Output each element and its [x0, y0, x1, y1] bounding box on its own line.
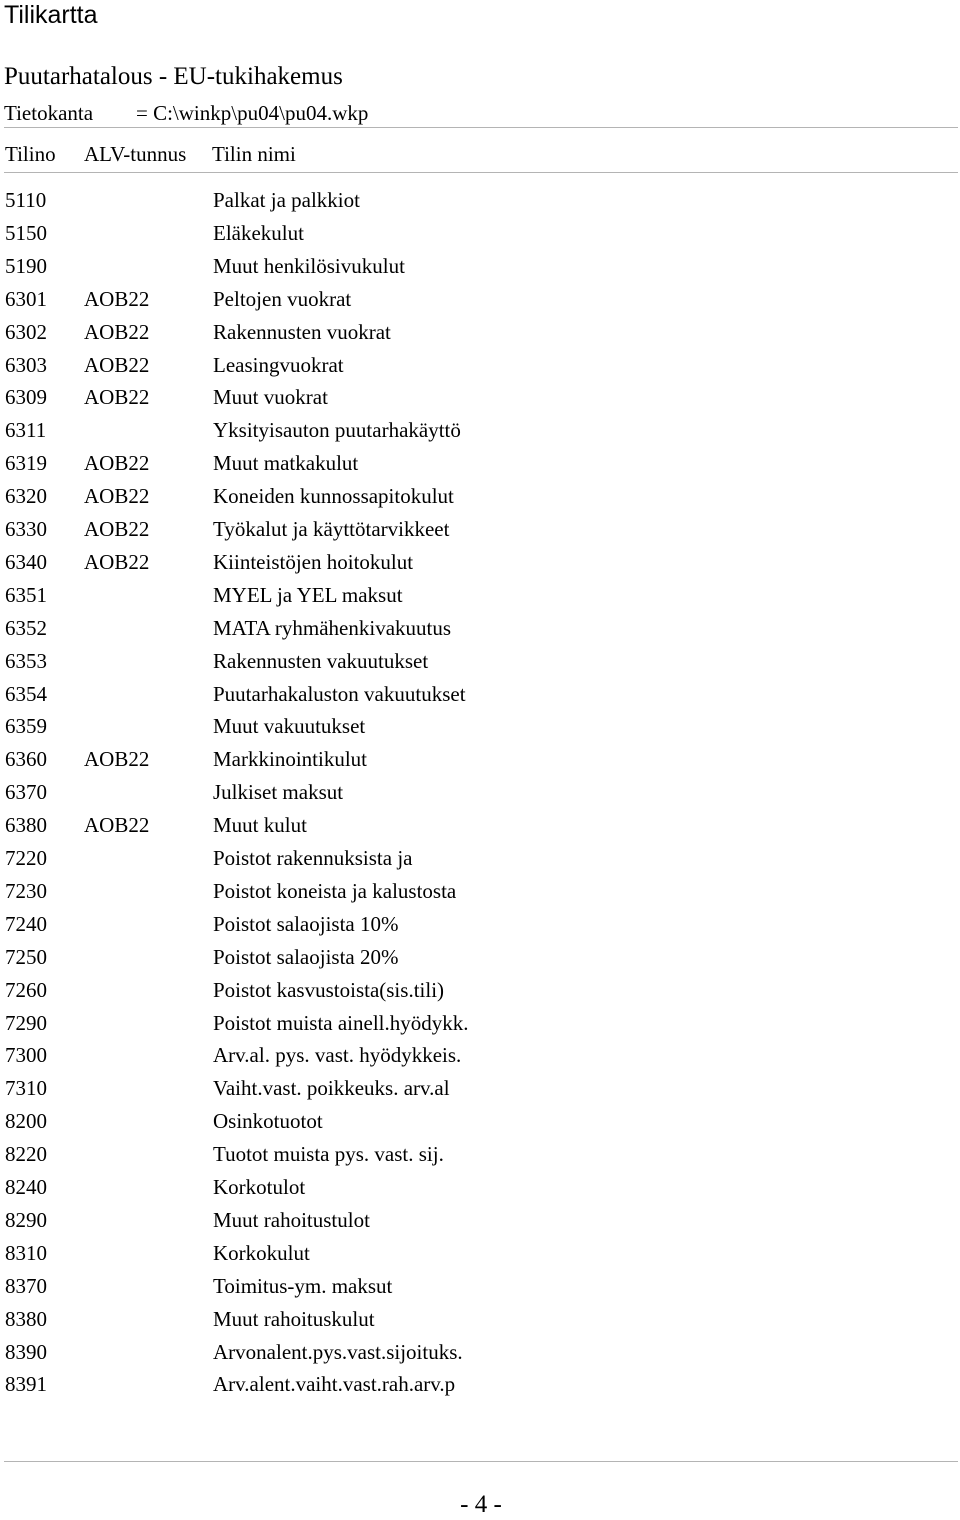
account-number: 8370: [5, 1273, 47, 1298]
account-number: 8220: [5, 1142, 47, 1167]
account-name: Vaiht.vast. poikkeuks. arv.al: [213, 1076, 450, 1101]
account-name: Tuotot muista pys. vast. sij.: [213, 1142, 444, 1167]
header-top-rule: [4, 127, 958, 128]
account-name: Työkalut ja käyttötarvikkeet: [213, 517, 450, 541]
vat-code: AOB22: [84, 385, 150, 410]
account-name: Arv.alent.vaiht.vast.rah.arv.p: [213, 1372, 456, 1397]
account-number: 6311: [5, 418, 47, 443]
account-name: Muut matkakulut: [213, 451, 359, 476]
footer-rule: [4, 1461, 958, 1462]
account-number: 6370: [5, 780, 47, 805]
header-alv-tunnus: ALV-tunnus: [84, 142, 187, 166]
account-name: Leasingvuokrat: [213, 352, 344, 377]
database-value: = C:\winkp\pu04\pu04.wkp: [136, 101, 369, 125]
account-name: Muut rahoitustulot: [213, 1207, 370, 1232]
account-number: 6320: [5, 484, 47, 509]
account-name: Muut henkilösivukulut: [213, 253, 405, 278]
account-number: 6340: [5, 549, 47, 574]
account-name: Arv.al. pys. vast. hyödykkeis.: [213, 1043, 462, 1068]
account-name: Rakennusten vuokrat: [213, 319, 391, 344]
account-number: 7310: [5, 1076, 47, 1101]
document-title: Tilikartta: [4, 1, 98, 29]
account-name: Korkotulot: [213, 1175, 306, 1199]
account-name: Arvonalent.pys.vast.sijoituks.: [213, 1339, 463, 1364]
account-name: Puutarhakaluston vakuutukset: [213, 681, 466, 706]
account-name: MYEL ja YEL maksut: [213, 582, 403, 607]
account-number: 7290: [5, 1010, 47, 1035]
account-number: 6360: [5, 747, 47, 772]
account-name: Poistot koneista ja kalustosta: [213, 878, 457, 903]
account-name: Julkiset maksut: [213, 780, 344, 805]
account-number: 7240: [5, 911, 47, 936]
account-name: Rakennusten vakuutukset: [213, 648, 429, 673]
account-number: 8200: [5, 1109, 47, 1134]
vat-code: AOB22: [84, 319, 150, 344]
account-number: 6303: [5, 352, 47, 377]
account-name: Muut vakuutukset: [213, 714, 366, 739]
account-name: Poistot muista ainell.hyödykk.: [213, 1010, 469, 1035]
account-number: 6354: [5, 681, 47, 706]
account-name: Kiinteistöjen hoitokulut: [213, 549, 414, 574]
account-name: Muut rahoituskulut: [213, 1306, 375, 1331]
account-number: 7220: [5, 846, 47, 870]
account-number: 8380: [5, 1306, 47, 1331]
account-number: 6351: [5, 582, 47, 607]
account-number: 6352: [5, 615, 47, 640]
account-number: 8240: [5, 1175, 47, 1199]
account-name: Poistot salaojista 10%: [213, 911, 399, 936]
account-name: Yksityisauton puutarhakäyttö: [213, 418, 461, 443]
account-number: 6380: [5, 813, 47, 838]
account-number: 6301: [5, 286, 47, 311]
vat-code: AOB22: [84, 517, 150, 541]
database-label: Tietokanta: [4, 101, 94, 125]
database-path: [4, 99, 368, 127]
document-subtitle: Puutarhatalous - EU-tukihakemus: [4, 63, 343, 90]
header-bottom-rule: [4, 172, 958, 173]
account-number: 7230: [5, 878, 47, 903]
vat-code: AOB22: [84, 484, 150, 509]
account-number: 6353: [5, 648, 47, 673]
header-tilino: Tilino: [5, 142, 56, 166]
account-number: 6309: [5, 385, 47, 410]
account-name: Muut vuokrat: [213, 385, 328, 410]
account-name: Korkokulut: [213, 1240, 310, 1265]
account-name: Poistot kasvustoista(sis.tili): [213, 977, 445, 1002]
account-name: Peltojen vuokrat: [213, 286, 352, 311]
account-name: Poistot rakennuksista ja: [213, 846, 413, 870]
account-name: Eläkekulut: [213, 220, 304, 245]
vat-code: AOB22: [84, 451, 150, 476]
account-name: Poistot salaojista 20%: [213, 944, 399, 969]
account-name: Palkat ja palkkiot: [213, 188, 360, 212]
account-name: MATA ryhmähenkivakuutus: [213, 615, 452, 640]
account-name: Koneiden kunnossapitokulut: [213, 484, 454, 509]
page-number: - 4 -: [460, 1491, 502, 1518]
header-tilin-nimi: Tilin nimi: [212, 142, 296, 166]
account-number: 8390: [5, 1339, 47, 1364]
vat-code: AOB22: [84, 549, 150, 574]
account-number: 6330: [5, 517, 47, 541]
account-number: 7300: [5, 1043, 47, 1068]
account-number: 5110: [5, 188, 47, 212]
account-number: 8290: [5, 1207, 47, 1232]
account-number: 8391: [5, 1372, 47, 1397]
vat-code: AOB22: [84, 813, 150, 838]
account-number: 5190: [5, 253, 47, 278]
account-number: 6359: [5, 714, 47, 739]
account-number: 5150: [5, 220, 47, 245]
account-number: 7260: [5, 977, 47, 1002]
account-number: 6302: [5, 319, 47, 344]
account-name: Muut kulut: [213, 813, 307, 838]
vat-code: AOB22: [84, 352, 150, 377]
vat-code: AOB22: [84, 286, 150, 311]
account-name: Osinkotuotot: [213, 1109, 323, 1134]
account-number: 7250: [5, 944, 47, 969]
account-number: 6319: [5, 451, 47, 476]
vat-code: AOB22: [84, 747, 150, 772]
account-name: Markkinointikulut: [213, 747, 367, 772]
account-number: 8310: [5, 1240, 47, 1265]
account-name: Toimitus-ym. maksut: [213, 1273, 393, 1298]
